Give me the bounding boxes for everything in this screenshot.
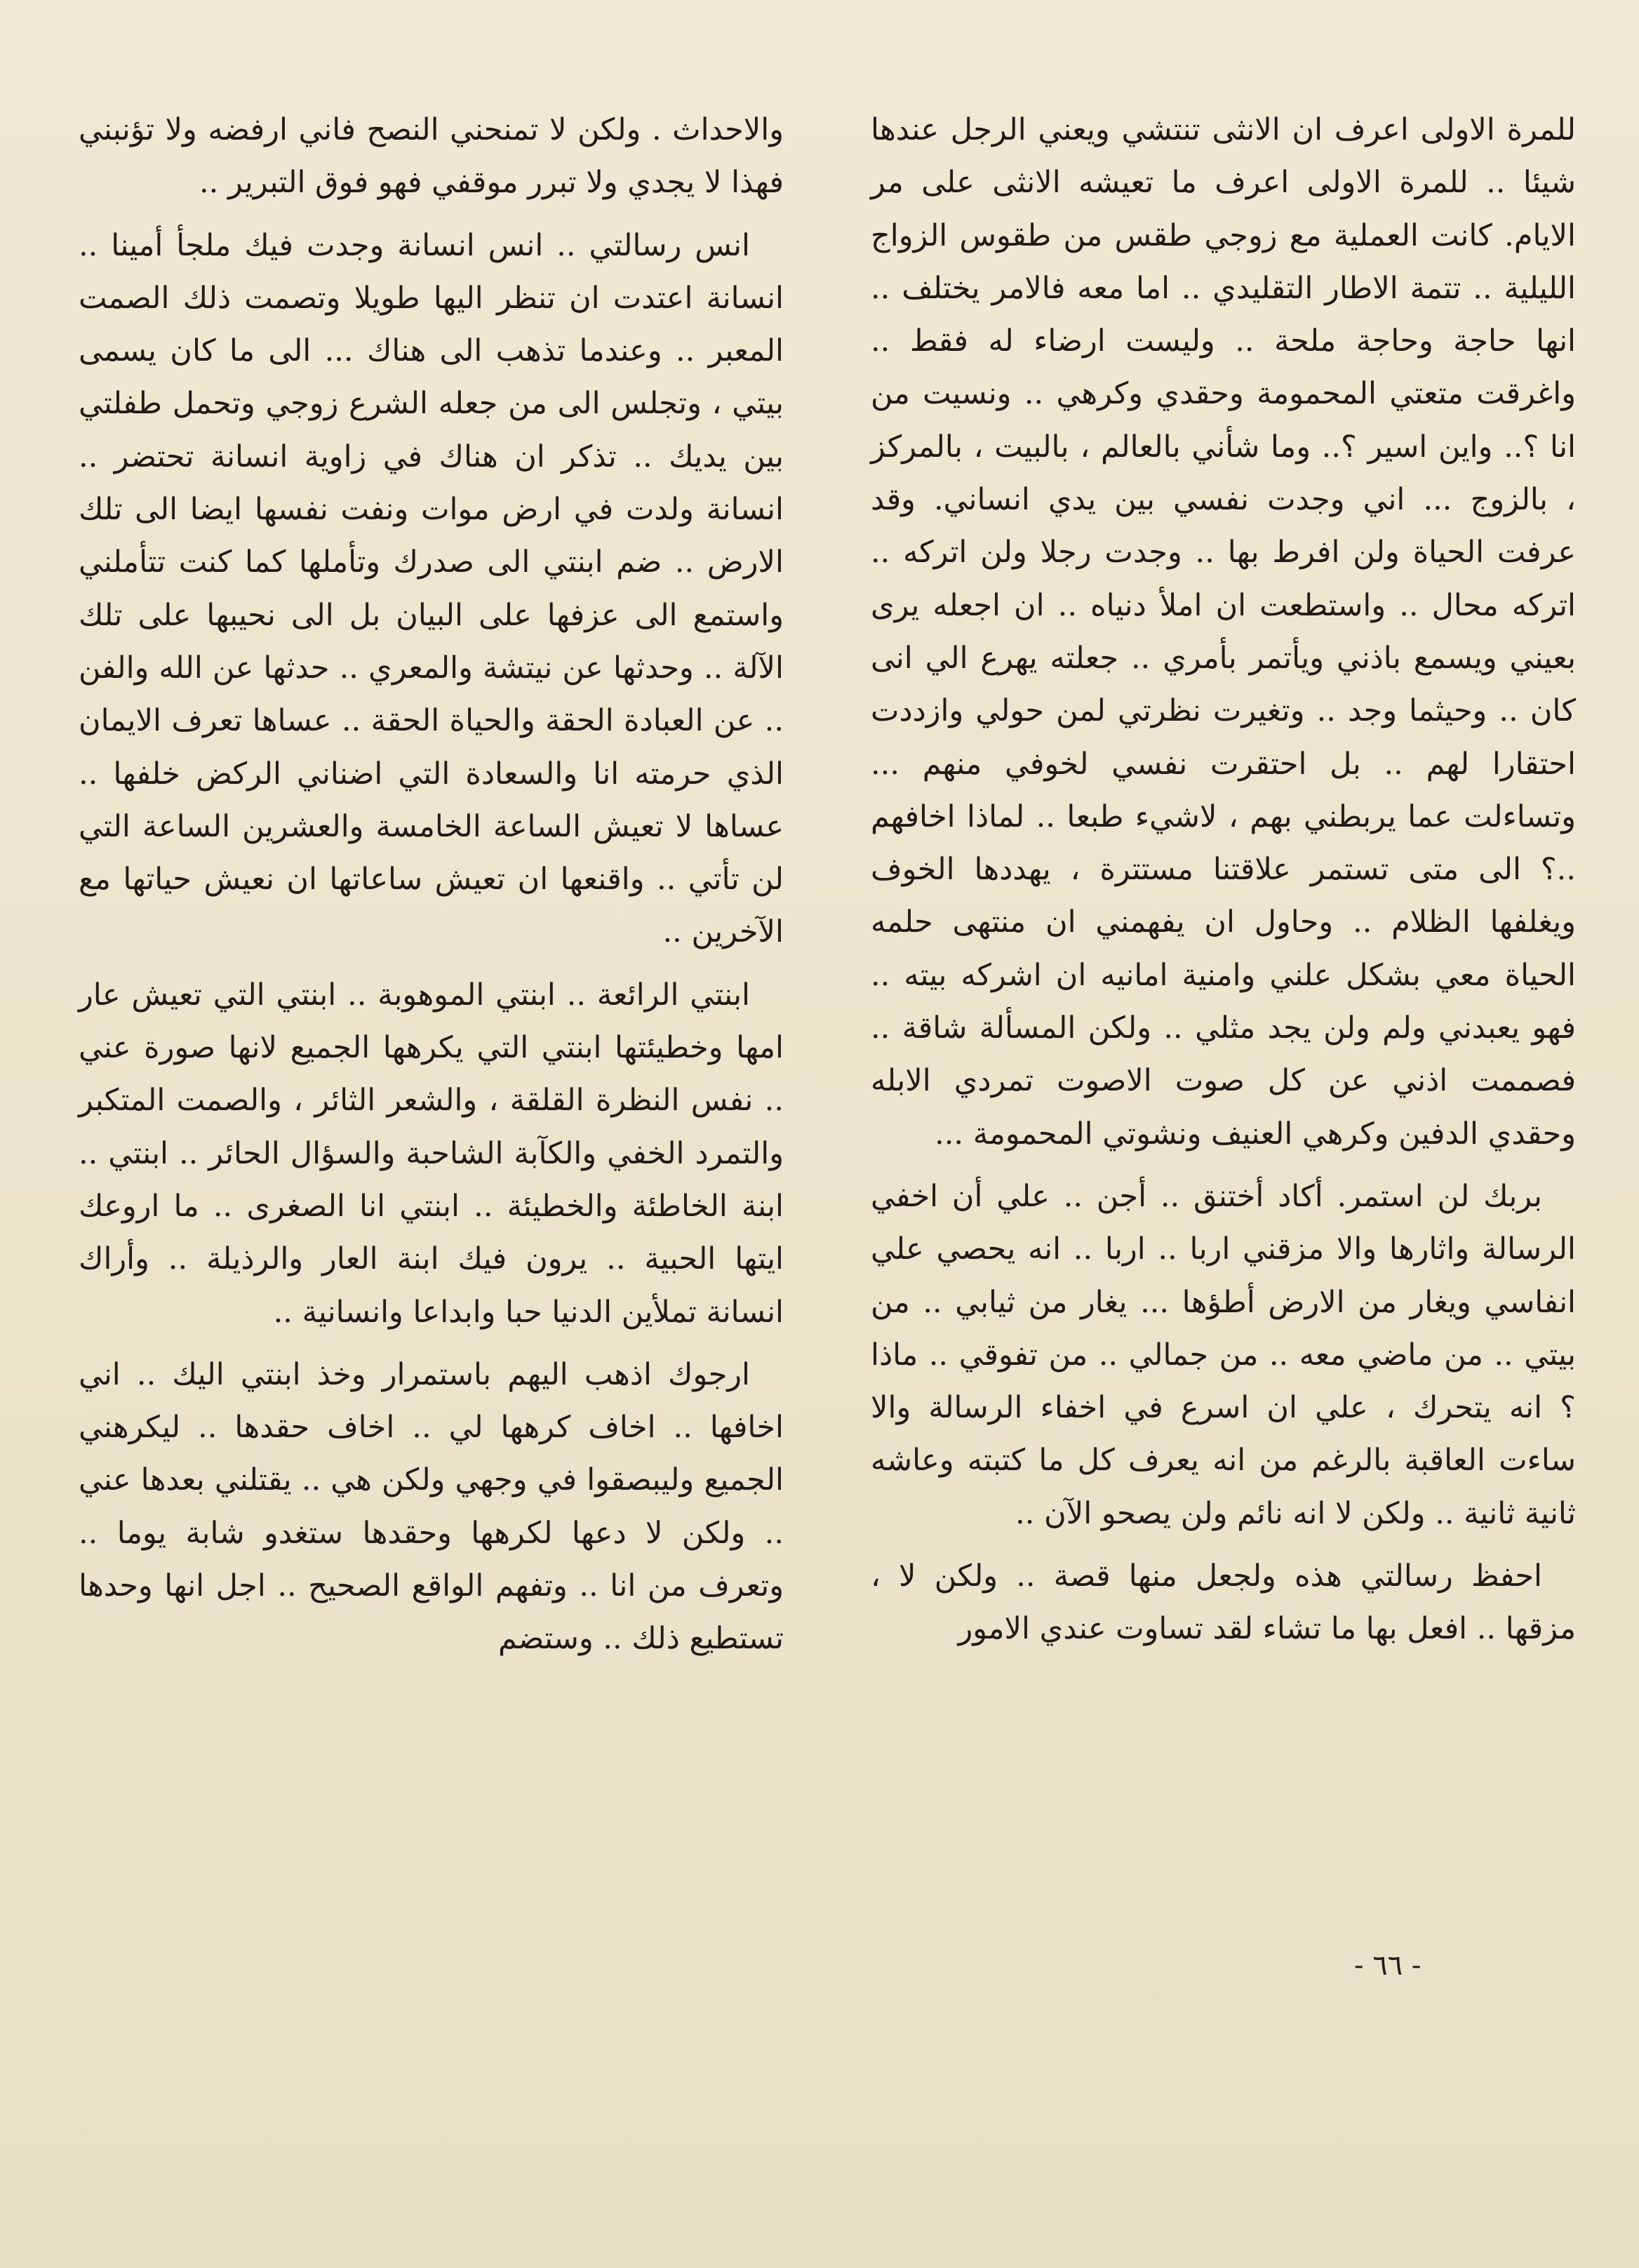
paragraph-left-3: ابنتي الرائعة .. ابنتي الموهوبة .. ابنتي التي تعيش عار امها وخطيئتها ابنتي التي يكرهها الجميع لانها صورة عني .. نفس النظرة القلقة ، والشعر الثائر ، والصمت المتكبر والتمرد الخفي والكآبة الشاحبة والسؤال الحائر .. ابنتي .. ابنة الخاطئة والخطيئة .. ابنتي انا الصغرى .. ما اروعك ايتها الحبية .. يرون فيك ابنة العار والرذيلة .. وأراك انسانة تملأين الدنيا حبا وابداعا وانسانية ..: [79, 977, 784, 1330]
paragraph-left-1: والاحداث . ولكن لا تمنحني النصح فاني ارفضه ولا تؤنبني فهذا لا يجدي ولا تبرر موقفي فهو فوق التبرير ..: [79, 112, 784, 201]
paragraph-left-4: ارجوك اذهب اليهم باستمرار وخذ ابنتي اليك .. اني اخافها .. اخاف كرهها لي .. اخاف حقدها .. ليكرهني الجميع وليبصقوا في وجهي ولكن هي .. يقتلني بعدها عني .. ولكن لا دعها لكرهها وحقدها ستغدو شابة يوما .. وتعرف من انا .. وتفهم الواقع الصحيح .. اجل انها وحدها تستطيع ذلك .. وستضم: [79, 1356, 784, 1657]
paragraph-right-3: احفظ رسالتي هذه ولجعل منها قصة .. ولكن لا ، مزقها .. افعل بها ما تشاء لقد تساوت عندي الامور: [871, 1559, 1576, 1647]
left-column: [79, 104, 784, 1676]
paragraph-right-2: بربك لن استمر. أكاد أختنق .. أجن .. علي أن اخفي الرسالة واثارها والا مزقني اربا .. اربا .. انه يحصي علي انفاسي ويغار من الارض أطؤها ... يغار من ثيابي .. من بيتي .. من ماضي معه .. من جمالي .. من تفوقي .. ماذا ؟ انه يتحرك ، علي ان اسرع في اخفاء الرسالة والا ساءت العاقبة بالرغم من انه يعرف كل ما كتبته وعاشه ثانية ثانية .. ولكن لا انه نائم ولن يصحو الآن ..: [871, 1178, 1576, 1531]
paragraph-left-2: انس رسالتي .. انس انسانة وجدت فيك ملجأ أمينا .. انسانة اعتدت ان تنظر اليها طويلا وتصمت ذلك الصمت المعبر .. وعندما تذهب الى هناك ... الى ما كان يسمى بيتي ، وتجلس الى من جعله الشرع زوجي وتحمل طفلتي بين يديك .. تذكر ان هناك في زاوية انسانة تحتضر .. انسانة ولدت في ارض موات ونفت نفسها ايضا الى تلك الارض .. ضم ابنتي الى صدرك وتأملها كما كنت تتأملني واستمع الى عزفها على البيان بل الى نحيبها على تلك الآلة .. وحدثها عن نيتشة والمعري .. حدثها عن الله والفن .. عن العبادة الحقة والحياة الحقة .. عساها تعرف الايمان الذي حرمته انا والسعادة التي اضناني الركض خلفها .. عساها لا تعيش الساعة الخامسة والعشرين الساعة التي لن تأتي .. واقنعها ان تعيش ساعاتها ان نعيش حياتها مع الآخرين ..: [79, 227, 784, 950]
paragraph-right-1: للمرة الاولى اعرف ان الانثى تنتشي ويعني الرجل عندها شيئا .. للمرة الاولى اعرف ما تعيشه الانثى على مر الايام. كانت العملية مع زوجي طقس من طقوس الزواج الليلية .. تتمة الاطار التقليدي .. اما معه فالامر يختلف .. انها حاجة وحاجة ملحة .. وليست ارضاء له فقط .. واغرقت متعتي المحمومة وحقدي وكرهي .. ونسيت من انا ؟.. واين اسير ؟.. وما شأني بالعالم ، بالبيت ، بالمركز ، بالزوج ... اني وجدت نفسي بين يدي انساني. وقد عرفت الحياة ولن افرط بها .. وجدت رجلا ولن اتركه .. اتركه محال .. واستطعت ان املأ دنياه .. ان اجعله يرى بعيني ويسمع باذني ويأتمر بأمري .. جعلته يهرع الي انى كان .. وحيثما وجد .. وتغيرت نظرتي لمن حولي وازددت احتقارا لهم .. بل احتقرت نفسي لخوفي منهم ... وتساءلت عما يربطني بهم ، لاشيء طبعا .. لماذا اخافهم ..؟ الى متى تستمر علاقتنا مستترة ، يهددها الخوف ويغلفها الظلام .. وحاول ان يفهمني ان منتهى حلمه الحياة معي بشكل علني وامنية امانيه ان اشركه بيته .. فهو يعبدني ولم ولن يجد مثلي .. ولكن المسألة شاقة .. فصممت اذني عن كل صوت الاصوت تمردي الابله وحقدي الدفين وكرهي العنيف ونشوتي المحمومة ...: [871, 112, 1576, 1152]
right-column: [871, 104, 1576, 1666]
page-number: - ٦٦ -: [1354, 1949, 1421, 1982]
